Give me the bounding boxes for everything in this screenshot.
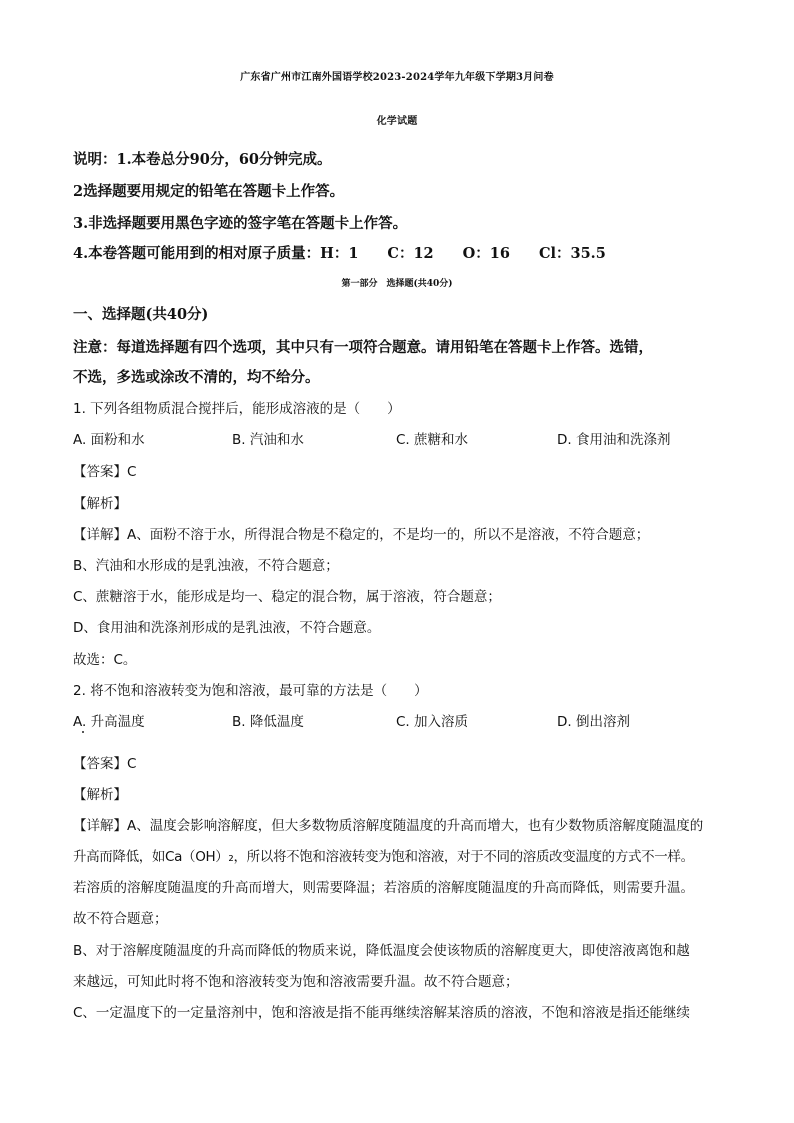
question-1-analysis xyxy=(73,494,127,514)
question-1-answer xyxy=(73,462,136,482)
question-1-detail-1 xyxy=(73,525,649,545)
question-2-stem: 2. 将不饱和溶液转变为饱和溶液，最可靠的方法是（ ） xyxy=(73,683,428,699)
instruction-1: 说明：1.本卷总分90分，60分钟完成。 xyxy=(73,151,332,168)
question-2-detail-6: 来越远，可知此时将不饱和溶液转变为饱和溶液需要升温。故不符合题意； xyxy=(73,974,519,990)
question-2-detail-5: B、对于溶解度随温度的升高而降低的物质来说，降低温度会使该物质的溶解度更大，即使溶液离饱和越 xyxy=(73,943,690,959)
question-1-detail-3: C、蔗糖溶于水，能形成是均一、稳定的混合物，属于溶液，符合题意； xyxy=(73,589,501,605)
instruction-2: 2选择题要用规定的铅笔在答题卡上作答。 xyxy=(73,183,345,200)
question-2-detail-1 xyxy=(73,816,703,836)
question-2-option-b: B. 降低温度 xyxy=(232,714,304,730)
question-2-detail-7: C、一定温度下的一定量溶剂中，饱和溶液是指不能再继续溶解某溶质的溶液，不饱和溶液是指还能继续 xyxy=(73,1005,690,1021)
answer-label: 【答案】 xyxy=(73,756,127,772)
section-heading: 一、选择题(共40分) xyxy=(73,306,209,323)
question-2-option-d: D. 倒出溶剂 xyxy=(557,714,630,730)
stray-dot xyxy=(82,731,84,733)
analysis-label: 【解析】 xyxy=(73,496,127,512)
document-subtitle: 化学试题 xyxy=(376,116,418,127)
question-2-answer xyxy=(73,754,136,774)
instruction-4: 4.本卷答题可能用到的相对原子质量：H：1 C：12 O：16 Cl：35.5 xyxy=(73,245,606,262)
answer-value: C xyxy=(127,756,137,772)
detail-text: A、温度会影响溶解度，但大多数物质溶解度随温度的升高而增大，也有少数物质溶解度随温度的 xyxy=(127,818,704,834)
document-title: 广东省广州市江南外国语学校2023-2024学年九年级下学期3月问卷 xyxy=(240,72,554,83)
answer-value: C xyxy=(127,464,137,480)
question-1-detail-2: B、汽油和水形成的是乳浊液，不符合题意； xyxy=(73,558,339,574)
detail-text: A、面粉不溶于水，所得混合物是不稳定的，不是均一的，所以不是溶液，不符合题意； xyxy=(127,527,650,543)
question-2-detail-4: 故不符合题意； xyxy=(73,911,168,927)
question-1-conclusion: 故选：C。 xyxy=(73,652,137,668)
analysis-label: 【解析】 xyxy=(73,787,127,803)
question-1-option-d: D. 食用油和洗涤剂 xyxy=(557,432,671,448)
question-2-analysis xyxy=(73,785,127,805)
note-line-2: 不选，多选或涂改不清的，均不给分。 xyxy=(73,369,320,386)
question-2-detail-3: 若溶质的溶解度随温度的升高而增大，则需要降温；若溶质的溶解度随温度的升高而降低，则需要升温。 xyxy=(73,880,694,896)
question-1-stem: 1. 下列各组物质混合搅拌后，能形成溶液的是（ ） xyxy=(73,401,401,417)
instruction-3: 3.非选择题要用黑色字迹的签字笔在答题卡上作答。 xyxy=(73,215,408,232)
question-1-option-a: A. 面粉和水 xyxy=(73,432,145,448)
detail-label: 【详解】 xyxy=(73,527,127,543)
question-1-option-b: B. 汽油和水 xyxy=(232,432,304,448)
question-1-detail-4: D、食用油和洗涤剂形成的是乳浊液，不符合题意。 xyxy=(73,620,381,636)
question-2-detail-2: 升高而降低，如Ca（OH）₂，所以将不饱和溶液转变为饱和溶液，对于不同的溶质改变温度的方式不一样。 xyxy=(73,849,694,865)
part-heading: 第一部分 选择题(共40分) xyxy=(341,279,453,289)
question-1-option-c: C. 蔗糖和水 xyxy=(396,432,469,448)
detail-label: 【详解】 xyxy=(73,818,127,834)
answer-label: 【答案】 xyxy=(73,464,127,480)
note-line-1: 注意：每道选择题有四个选项，其中只有一项符合题意。请用铅笔在答题卡上作答。选错， xyxy=(73,339,653,356)
question-2-option-c: C. 加入溶质 xyxy=(396,714,469,730)
question-2-option-a: A. 升高温度 xyxy=(73,714,145,730)
